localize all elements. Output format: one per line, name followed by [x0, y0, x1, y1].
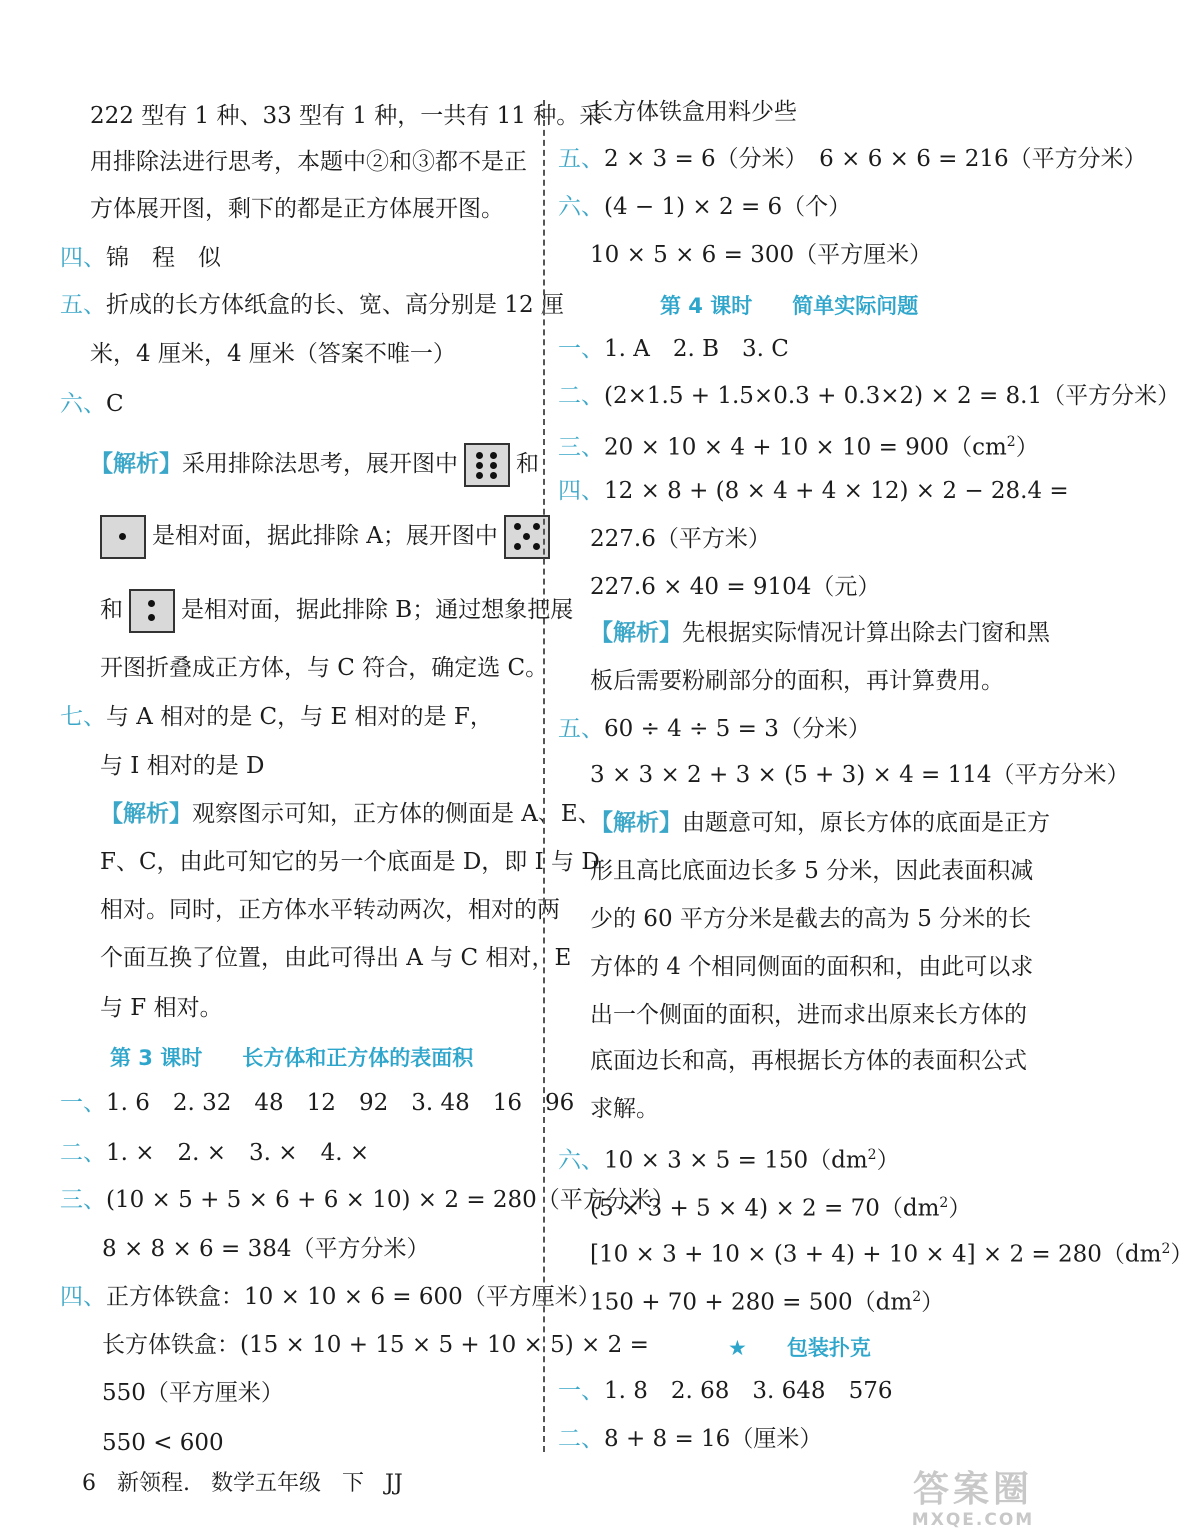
explanation-text: 和 — [516, 451, 539, 477]
section-3 — [558, 427, 1039, 463]
bonus-heading — [728, 1332, 871, 1362]
paren: ） — [876, 1147, 900, 1174]
question-number: 四、 — [60, 1284, 106, 1310]
text-line: 相对。同时，正方体水平转动两次，相对的两 — [100, 897, 560, 923]
analysis-tag: 【解析】 — [590, 620, 682, 646]
text-line: 方体展开图，剩下的都是正方体展开图。 — [90, 196, 504, 222]
answer-text: (2×1.5 + 1.5×0.3 + 0.3×2) × 2 = 8.1（平方分米） — [604, 383, 1181, 409]
page-number: 6 — [82, 1471, 96, 1496]
question-7 — [60, 702, 493, 732]
question-number: 六、 — [60, 391, 106, 417]
explanation-line — [100, 799, 601, 829]
explanation-text: 是相对面，据此排除 B；通过想象把展 — [181, 597, 574, 623]
answer-text: (10 × 5 + 5 × 6 + 6 × 10) × 2 = 280（平方分米） — [106, 1187, 675, 1213]
answer-text: 2 × 3 = 6（分米） 6 × 6 × 6 = 216（平方分米） — [604, 146, 1147, 172]
superscript: 2 — [1006, 434, 1016, 450]
question-number: 六、 — [558, 194, 604, 220]
analysis-tag: 【解析】 — [100, 801, 192, 827]
superscript: 2 — [912, 1289, 922, 1305]
explanation-text: 采用排除法思考，展开图中 — [182, 451, 458, 477]
watermark-url: MXQE.COM — [911, 1510, 1035, 1530]
text-line: 与 I 相对的是 D — [100, 753, 265, 779]
paren: ） — [1015, 434, 1039, 461]
answer-text: 8 + 8 = 16（厘米） — [604, 1426, 823, 1452]
text-line: 222 型有 1 种、33 型有 1 种，一共有 11 种。采 — [90, 103, 603, 129]
text-line: 与 F 相对。 — [100, 995, 223, 1021]
explanation-text: 先根据实际情况计算出除去门窗和黑 — [682, 620, 1050, 646]
text-line: 用排除法进行思考，本题中②和③都不是正 — [90, 149, 527, 175]
text-line: 求解。 — [590, 1096, 659, 1122]
text-line: 少的 60 平方分米是截去的高为 5 分米的长 — [590, 906, 1032, 932]
text-line: 550 < 600 — [102, 1430, 224, 1456]
question-number: 一、 — [558, 336, 604, 362]
bonus-2 — [558, 1424, 822, 1454]
question-6 — [558, 192, 851, 222]
question-number: 四、 — [558, 478, 604, 504]
lesson-number: 第 3 课时 — [110, 1046, 203, 1070]
watermark-text: 答案圈 — [912, 1469, 1033, 1510]
text-line: 出一个侧面的面积，进而求出原来长方体的 — [590, 1002, 1027, 1028]
question-number: 四、 — [60, 245, 106, 271]
text-line: 个面互换了位置，由此可得出 A 与 C 相对，E — [100, 945, 572, 971]
section-3 — [60, 1185, 675, 1215]
question-number: 三、 — [60, 1187, 106, 1213]
answer-text: 10 × 3 × 5 = 150（dm — [604, 1147, 868, 1174]
lesson-4-heading — [660, 290, 918, 320]
question-5 — [60, 290, 564, 320]
question-number: 三、 — [558, 434, 604, 461]
formula-line — [590, 1234, 1193, 1270]
answer-text: 折成的长方体纸盒的长、宽、高分别是 12 厘 — [106, 292, 564, 318]
text-line: 板后需要粉刷部分的面积，再计算费用。 — [590, 668, 1004, 694]
bonus-1 — [558, 1376, 892, 1406]
explanation-line — [590, 618, 1050, 648]
answer-text: 1. × 2. × 3. × 4. × — [106, 1140, 370, 1166]
question-number: 一、 — [558, 1378, 604, 1404]
answer-text: 60 ÷ 4 ÷ 5 = 3（分米） — [604, 716, 871, 742]
explanation-text: 由题意可知，原长方体的底面是正方 — [682, 810, 1050, 836]
section-1 — [558, 334, 789, 364]
lesson-title: 简单实际问题 — [792, 294, 919, 318]
lesson-3-heading — [110, 1042, 473, 1072]
watermark-logo — [888, 1470, 1058, 1532]
analysis-tag: 【解析】 — [90, 451, 182, 477]
section-1 — [60, 1088, 574, 1118]
formula-line — [590, 1188, 971, 1224]
superscript: 2 — [867, 1147, 877, 1163]
explanation-line — [100, 514, 556, 559]
paren: ） — [921, 1289, 945, 1316]
question-number: 六、 — [558, 1147, 604, 1174]
book-name: 新领程. — [117, 1471, 190, 1496]
column-divider — [543, 100, 545, 1452]
section-6 — [558, 1140, 900, 1176]
text-line: F、C，由此可知它的另一个底面是 D，即 I 与 D — [100, 849, 600, 875]
explanation-text: 观察图示可知，正方体的侧面是 A、E、 — [192, 801, 601, 827]
explanation-text: 和 — [100, 597, 123, 623]
star-icon: ★ — [728, 1336, 747, 1360]
question-number: 五、 — [558, 146, 604, 172]
lesson-number: 第 4 课时 — [660, 294, 753, 318]
text-line: 10 × 5 × 6 = 300（平方厘米） — [590, 242, 933, 268]
question-number: 二、 — [60, 1140, 106, 1166]
question-number: 二、 — [558, 383, 604, 409]
dice-one-face-icon — [100, 515, 146, 559]
answer-text: 锦 程 似 — [106, 245, 221, 271]
analysis-tag: 【解析】 — [590, 810, 682, 836]
text-line: 3 × 3 × 2 + 3 × (5 + 3) × 4 = 114（平方分米） — [590, 762, 1130, 788]
question-number: 一、 — [60, 1090, 106, 1116]
superscript: 2 — [939, 1195, 949, 1211]
text-line: 底面边长和高，再根据长方体的表面积公式 — [590, 1048, 1027, 1074]
text-line: 方体的 4 个相同侧面的面积和，由此可以求 — [590, 954, 1034, 980]
text-line: 长方体铁盒用料少些 — [590, 99, 797, 125]
paren: ） — [1170, 1241, 1193, 1268]
text-line: 长方体铁盒：(15 × 10 + 15 × 5 + 10 × 5) × 2 = — [102, 1332, 649, 1358]
formula-text: (5 × 3 + 5 × 4) × 2 = 70（dm — [590, 1195, 940, 1222]
subject-grade: 数学五年级 — [211, 1471, 322, 1496]
section-4 — [60, 1282, 601, 1312]
section-5 — [558, 714, 871, 744]
paren: ） — [948, 1195, 972, 1222]
text-line: 开图折叠成正方体，与 C 符合，确定选 C。 — [100, 655, 549, 681]
answer-text: 12 × 8 + (8 × 4 + 4 × 12) × 2 − 28.4 = — [604, 478, 1069, 504]
question-4 — [60, 243, 221, 273]
formula-text: 150 + 70 + 280 = 500（dm — [590, 1289, 913, 1316]
superscript: 2 — [1161, 1241, 1171, 1257]
dice-six-face-icon — [464, 443, 510, 487]
lesson-title: 长方体和正方体的表面积 — [242, 1046, 474, 1070]
dice-two-face-icon — [129, 589, 175, 633]
section-2 — [558, 381, 1180, 411]
volume: 下 — [342, 1471, 365, 1496]
explanation-line — [90, 442, 539, 487]
question-5 — [558, 144, 1147, 174]
text-line: 米，4 厘米，4 厘米（答案不唯一） — [90, 341, 456, 367]
text-line: 8 × 8 × 6 = 384（平方分米） — [102, 1236, 430, 1262]
bonus-title: 包装扑克 — [786, 1336, 871, 1360]
answer-text: 1. 8 2. 68 3. 648 576 — [604, 1378, 893, 1404]
text-line: 形且高比底面边长多 5 分米，因此表面积减 — [590, 858, 1034, 884]
section-2 — [60, 1138, 369, 1168]
question-6 — [60, 389, 124, 419]
answer-text: 1. 6 2. 32 48 12 92 3. 48 16 96 — [106, 1090, 575, 1116]
page-footer — [82, 1466, 417, 1497]
question-number: 五、 — [558, 716, 604, 742]
formula-line — [590, 1282, 944, 1318]
answer-text: C — [106, 391, 124, 417]
answer-text: 1. A 2. B 3. C — [604, 336, 789, 362]
formula-text: [10 × 3 + 10 × (3 + 4) + 10 × 4] × 2 = 280（dm — [590, 1241, 1162, 1268]
explanation-line — [100, 588, 573, 633]
answer-text: 正方体铁盒：10 × 10 × 6 = 600（平方厘米） — [106, 1284, 601, 1310]
text-line: 550（平方厘米） — [102, 1380, 284, 1406]
answer-text: 20 × 10 × 4 + 10 × 10 = 900（cm — [604, 434, 1007, 461]
edition: JJ — [385, 1471, 403, 1496]
explanation-text: 是相对面，据此排除 A；展开图中 — [152, 523, 498, 549]
answer-text: 与 A 相对的是 C，与 E 相对的是 F， — [106, 704, 493, 730]
question-number: 五、 — [60, 292, 106, 318]
text-line: 227.6（平方米） — [590, 526, 771, 552]
explanation-line — [590, 808, 1050, 838]
question-number: 七、 — [60, 704, 106, 730]
question-number: 二、 — [558, 1426, 604, 1452]
section-4 — [558, 476, 1069, 506]
answer-text: (4 − 1) × 2 = 6（个） — [604, 194, 852, 220]
text-line: 227.6 × 40 = 9104（元） — [590, 574, 881, 600]
